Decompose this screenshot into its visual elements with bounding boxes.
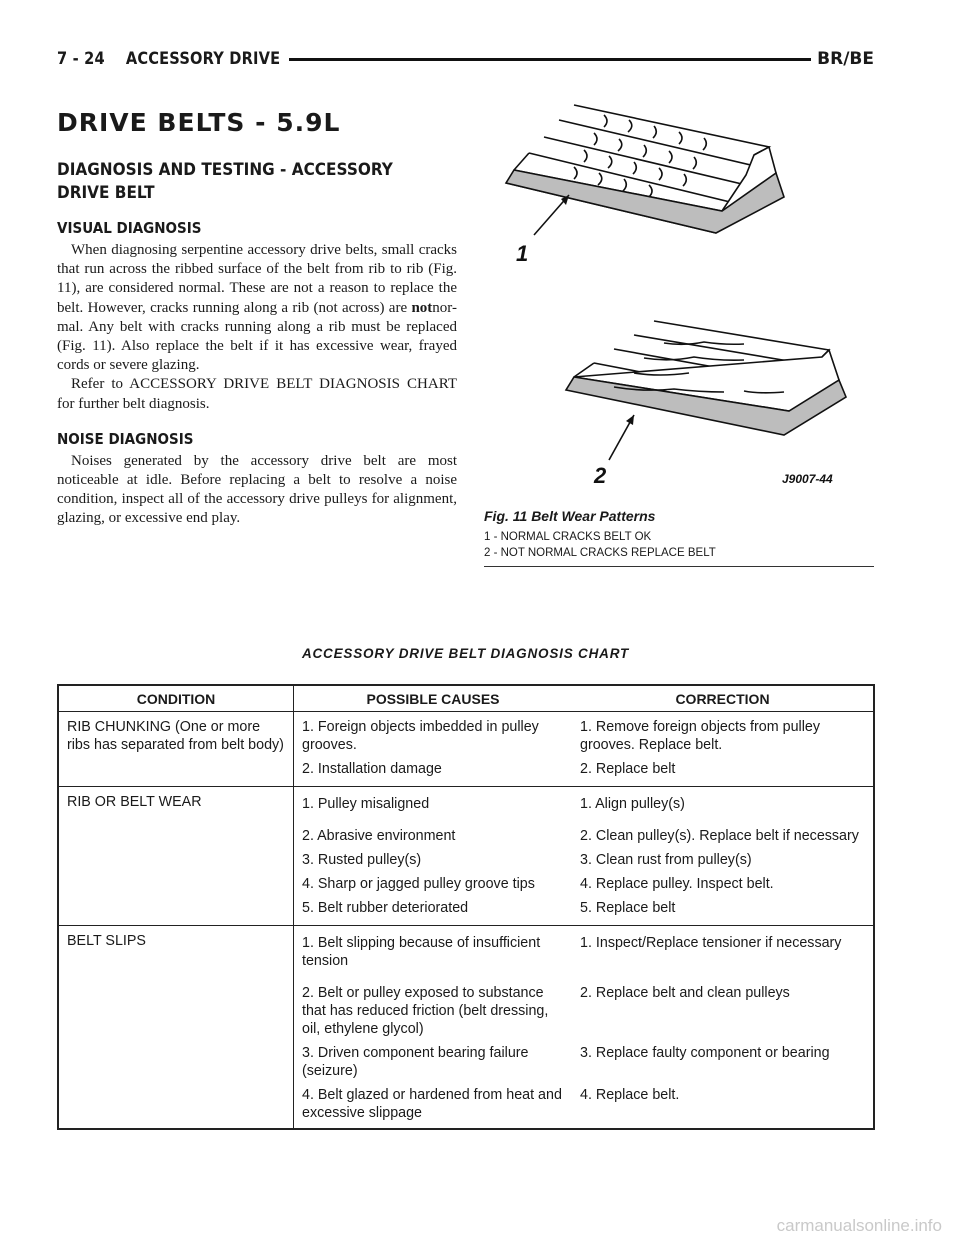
table-row bbox=[58, 712, 874, 755]
watermark: carmanualsonline.info bbox=[776, 1216, 942, 1235]
running-header bbox=[57, 46, 874, 72]
cause-cell: 5. Belt rubber deteriorated bbox=[294, 893, 573, 926]
page-title: DRIVE BELTS - 5.9L bbox=[57, 108, 341, 137]
section-heading-line2: DRIVE BELT bbox=[57, 183, 155, 203]
header-rule bbox=[289, 58, 812, 61]
correction-cell: 2. Replace belt bbox=[572, 754, 874, 787]
cause-cell: 4. Belt glazed or hardened from heat and excessive slippage bbox=[302, 1087, 562, 1121]
visual-p1-part-b: nor-mal. Any belt with cracks running along a rib must be replaced (Fig. 11). Also replace the belt if it has excessive wear, frayed cords or severe glazing. bbox=[57, 299, 457, 374]
correction-cell: 1. Remove foreign objects from pulley grooves. Replace belt. bbox=[580, 719, 820, 753]
cause-cell: 3. Rusted pulley(s) bbox=[302, 852, 422, 868]
table-row bbox=[58, 926, 874, 971]
figure-legend-1: 1 - NORMAL CRACKS BELT OK bbox=[484, 531, 652, 543]
correction-cell: 5. Replace belt bbox=[572, 893, 874, 926]
noise-diagnosis-paragraph: Noises generated by the accessory drive belt are most noticeable at idle. Before replacing a belt to resolve a noise condition, inspect all of the accessory drive pulleys for alignment, glazing, or excessive end play. bbox=[57, 452, 457, 527]
figure-bottom-rule bbox=[484, 566, 874, 567]
belt-not-normal-cracks-drawing bbox=[566, 321, 846, 435]
belt-wear-figure bbox=[484, 95, 874, 567]
diagnosis-chart-title: ACCESSORY DRIVE BELT DIAGNOSIS CHART bbox=[301, 646, 630, 661]
cause-cell: 3. Driven component bearing failure (seizure) bbox=[302, 1045, 529, 1079]
column-header-correction: CORRECTION bbox=[572, 685, 874, 712]
callout-2-label: 2 bbox=[594, 463, 607, 488]
left-column bbox=[57, 108, 457, 529]
cause-cell: 2. Abrasive environment bbox=[302, 828, 456, 844]
column-header-possible-causes: POSSIBLE CAUSES bbox=[294, 685, 573, 712]
correction-cell: 1. Align pulley(s) bbox=[580, 796, 685, 812]
belt-normal-cracks-drawing bbox=[506, 105, 784, 233]
visual-p1-bold: not bbox=[411, 299, 433, 316]
visual-diagnosis-refer-paragraph: Refer to ACCESSORY DRIVE BELT DIAGNOSIS CHART for further belt diagnosis. bbox=[57, 376, 457, 412]
section-heading bbox=[57, 159, 457, 205]
correction-cell: 3. Clean rust from pulley(s) bbox=[580, 852, 752, 868]
correction-cell: 2. Clean pulley(s). Replace belt if necessary bbox=[580, 828, 859, 844]
noise-diagnosis-heading: NOISE DIAGNOSIS bbox=[57, 429, 194, 448]
table-row bbox=[58, 787, 874, 822]
correction-cell: 3. Replace faulty component or bearing bbox=[580, 1045, 830, 1061]
header-model-code: BR/BE bbox=[817, 49, 874, 69]
cause-cell: 1. Belt slipping because of insufficient tension bbox=[302, 935, 541, 969]
section-heading-line1: DIAGNOSIS AND TESTING - ACCESSORY bbox=[57, 160, 393, 180]
figure-title: Fig. 11 Belt Wear Patterns bbox=[484, 508, 656, 524]
condition-cell: RIB OR BELT WEAR bbox=[58, 787, 294, 926]
visual-diagnosis-paragraph bbox=[57, 241, 457, 375]
cause-cell: 1. Foreign objects imbedded in pulley grooves. bbox=[302, 719, 539, 753]
cause-cell: 2. Installation damage bbox=[294, 754, 573, 787]
diagnosis-chart-table bbox=[57, 684, 875, 1130]
belt-wear-illustration bbox=[484, 95, 874, 500]
condition-cell: BELT SLIPS bbox=[58, 926, 294, 1130]
table-header-row bbox=[58, 685, 874, 712]
cause-cell: 2. Belt or pulley exposed to substance that has reduced friction (belt dressing, oil, ethylene glycol) bbox=[302, 985, 549, 1037]
cause-cell: 4. Sharp or jagged pulley groove tips bbox=[302, 876, 535, 892]
visual-p1-part-a: When diagnosing serpentine accessory drive belts, small cracks that run across the ribbed surface of the belt from rib to rib (Fig. 11), are considered normal. These are not a reason to replace the belt. However, cracks running along a rib (not across) are bbox=[57, 242, 457, 316]
figure-legend-2: 2 - NOT NORMAL CRACKS REPLACE BELT bbox=[484, 547, 716, 559]
correction-cell: 1. Inspect/Replace tensioner if necessary bbox=[580, 935, 842, 951]
header-page-section: 7 - 24 ACCESSORY DRIVE bbox=[57, 49, 281, 69]
column-header-condition: CONDITION bbox=[58, 685, 294, 712]
cause-cell: 1. Pulley misaligned bbox=[302, 796, 430, 812]
correction-cell: 4. Replace belt. bbox=[580, 1087, 680, 1103]
correction-cell: 2. Replace belt and clean pulleys bbox=[580, 985, 790, 1001]
condition-cell: RIB CHUNKING (One or more ribs has separated from belt body) bbox=[58, 712, 294, 787]
figure-code: J9007-44 bbox=[782, 472, 833, 486]
callout-1-label: 1 bbox=[516, 241, 529, 266]
correction-cell: 4. Replace pulley. Inspect belt. bbox=[580, 876, 774, 892]
visual-diagnosis-heading: VISUAL DIAGNOSIS bbox=[57, 219, 202, 237]
